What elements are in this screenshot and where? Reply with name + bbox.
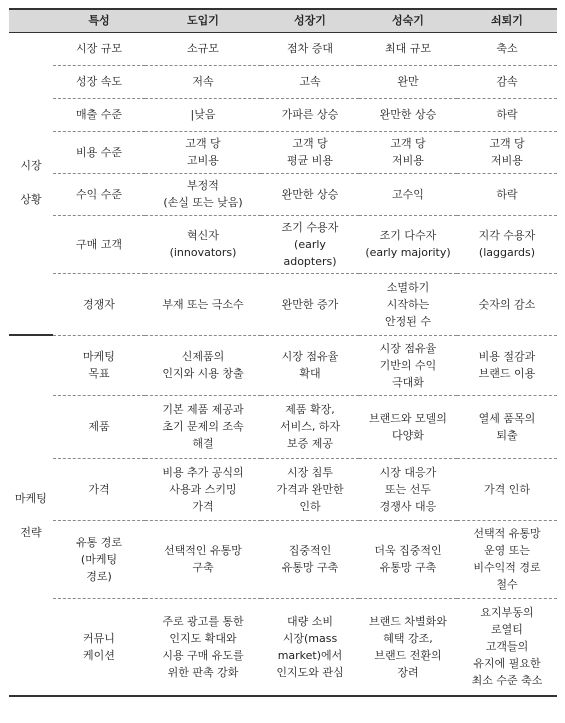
- growth-cell: 가파른 상승: [261, 98, 359, 131]
- table-row: [9, 335, 557, 395]
- feature-cell: 유통 경로 (마케팅 경로): [53, 520, 145, 598]
- table-row: [9, 131, 557, 173]
- header-row: [9, 9, 557, 32]
- intro-cell: 신제품의 인지와 시용 창출: [145, 335, 261, 395]
- maturity-cell: 완만한 상승: [359, 98, 457, 131]
- header-growth: 성장기: [261, 9, 359, 32]
- maturity-cell: 시장 대응가 또는 선두 경쟁사 대응: [359, 458, 457, 520]
- feature-cell: 수익 수준: [53, 173, 145, 215]
- decline-cell: 비용 절감과 브랜드 이용: [457, 335, 557, 395]
- intro-cell: 소규모: [145, 32, 261, 65]
- table-row: [9, 395, 557, 458]
- decline-cell: 선택적 유통망 운영 또는 비수익적 경로 철수: [457, 520, 557, 598]
- feature-cell: 마케팅 목표: [53, 335, 145, 395]
- feature-cell: 매출 수준: [53, 98, 145, 131]
- header-introduction: 도입기: [145, 9, 261, 32]
- intro-cell: 비용 추가 공식의 사용과 스키밍 가격: [145, 458, 261, 520]
- table-row: [9, 520, 557, 598]
- growth-cell: 완만한 증가: [261, 273, 359, 335]
- intro-cell: |낮음: [145, 98, 261, 131]
- feature-cell: 가격: [53, 458, 145, 520]
- maturity-cell: 브랜드와 모델의 다양화: [359, 395, 457, 458]
- intro-cell: 고객 당 고비용: [145, 131, 261, 173]
- header-maturity: 성숙기: [359, 9, 457, 32]
- maturity-cell: 고수익: [359, 173, 457, 215]
- maturity-cell: 더욱 집중적인 유통망 구축: [359, 520, 457, 598]
- intro-cell: 저속: [145, 65, 261, 98]
- group-marketing-strategy: 마케팅 전략: [9, 335, 53, 696]
- table-row: [9, 65, 557, 98]
- feature-cell: 비용 수준: [53, 131, 145, 173]
- feature-cell: 제품: [53, 395, 145, 458]
- header-feature: 특성: [53, 9, 145, 32]
- growth-cell: 완만한 상승: [261, 173, 359, 215]
- table-row: [9, 273, 557, 335]
- maturity-cell: 소멸하기 시작하는 안정된 수: [359, 273, 457, 335]
- decline-cell: 숫자의 감소: [457, 273, 557, 335]
- maturity-cell: 완만: [359, 65, 457, 98]
- table-row: [9, 98, 557, 131]
- growth-cell: 시장 점유율 확대: [261, 335, 359, 395]
- feature-cell: 시장 규모: [53, 32, 145, 65]
- table-row: [9, 458, 557, 520]
- maturity-cell: 시장 점유율 기반의 수익 극대화: [359, 335, 457, 395]
- decline-cell: 축소: [457, 32, 557, 65]
- growth-cell: 집중적인 유통망 구축: [261, 520, 359, 598]
- table-row: [9, 598, 557, 696]
- header-decline: 쇠퇴기: [457, 9, 557, 32]
- decline-cell: 열세 품목의 퇴출: [457, 395, 557, 458]
- feature-cell: 구매 고객: [53, 215, 145, 273]
- growth-cell: 조기 수용자 (early adopters): [261, 215, 359, 273]
- growth-cell: 시장 침투 가격과 완만한 인하: [261, 458, 359, 520]
- intro-cell: 부정적 (손실 또는 낮음): [145, 173, 261, 215]
- decline-cell: 하락: [457, 98, 557, 131]
- decline-cell: 하락: [457, 173, 557, 215]
- growth-cell: 고객 당 평균 비용: [261, 131, 359, 173]
- intro-cell: 선택적인 유통망 구축: [145, 520, 261, 598]
- decline-cell: 요지부동의 로열티 고객들의 유지에 필요한 최소 수준 축소: [457, 598, 557, 696]
- growth-cell: 대량 소비 시장(mass market)에서 인지도와 관심: [261, 598, 359, 696]
- growth-cell: 점차 증대: [261, 32, 359, 65]
- growth-cell: 고속: [261, 65, 359, 98]
- intro-cell: 주로 광고를 통한 인지도 확대와 시용 구매 유도를 위한 판촉 강화: [145, 598, 261, 696]
- table-row: [9, 215, 557, 273]
- maturity-cell: 고객 당 저비용: [359, 131, 457, 173]
- intro-cell: 기본 제품 제공과 초기 문제의 조속 해결: [145, 395, 261, 458]
- header-category: [9, 9, 53, 32]
- feature-cell: 성장 속도: [53, 65, 145, 98]
- feature-cell: 커뮤니 케이션: [53, 598, 145, 696]
- decline-cell: 고객 당 저비용: [457, 131, 557, 173]
- decline-cell: 지각 수용자 (laggards): [457, 215, 557, 273]
- decline-cell: 감속: [457, 65, 557, 98]
- maturity-cell: 브랜드 차별화와 혜택 강조, 브랜드 전환의 장려: [359, 598, 457, 696]
- maturity-cell: 최대 규모: [359, 32, 457, 65]
- intro-cell: 부재 또는 극소수: [145, 273, 261, 335]
- growth-cell: 제품 확장, 서비스, 하자 보증 제공: [261, 395, 359, 458]
- group-market-situation: 시장 상황: [9, 32, 53, 335]
- intro-cell: 혁신자 (innovators): [145, 215, 261, 273]
- product-life-cycle-table: [9, 8, 557, 697]
- table-row: [9, 173, 557, 215]
- maturity-cell: 조기 다수자 (early majority): [359, 215, 457, 273]
- table-row: [9, 32, 557, 65]
- feature-cell: 경쟁자: [53, 273, 145, 335]
- decline-cell: 가격 인하: [457, 458, 557, 520]
